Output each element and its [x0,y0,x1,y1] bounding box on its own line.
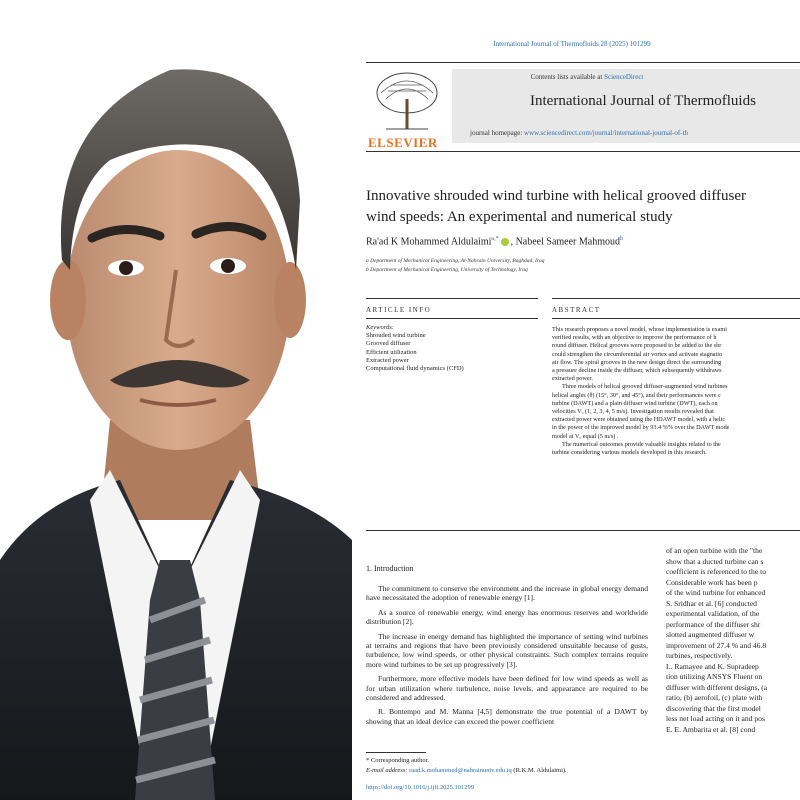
affiliation-b: b Department of Mechanical Engineering, University of Technology, Iraq [366,267,528,273]
body-paragraph: As a source of renewable energy, wind energy has enormous reserves and worldwide distribution [2]. [366,607,648,627]
abstract-line: air flow. The spiral grooves in the new design direct the surrounding [552,358,722,366]
abstract-line: This research proposes a novel model, whose implementation is exami [552,326,727,333]
title-line-1: Innovative shrouded wind turbine with helical grooved diffuser [366,188,747,204]
homepage-link[interactable]: www.sciencedirect.com/journal/international-journal-of-th [524,129,689,137]
keyword: Extracted power [366,356,409,364]
body-paragraph: Furthermore, more effective models have been defined for low wind speeds as well as for urban utilization where turbulence, noise levels, and appearance are required to be considered and addressed. [366,674,648,703]
abstract-line: extracted power. [552,375,593,383]
journal-info-band [452,69,800,143]
portrait-photo [0,0,352,800]
body-line: ratio, (b) aerofoil, (c) plate with [666,693,763,702]
abstract-line: could strengthen the circumferential air vortex and activate stagnatio [552,350,723,358]
body-column-left [366,584,648,731]
divider [366,298,538,299]
email-tail: (R.K.M. Aldulaimi). [511,767,567,774]
doi-link[interactable]: https://doi.org/10.1016/j.ijft.2025.101299 [366,784,475,791]
divider [552,318,800,319]
elsevier-tree-logo [366,69,448,150]
keyword: Grooved diffuser [366,340,411,348]
email-link[interactable]: raad.k.mohammed@nahrainuniv.edu.iq [409,767,512,774]
abstract-line: Three models of helical grooved diffuser-augmented wind turbines [562,383,728,391]
orcid-icon[interactable] [501,238,509,246]
keywords-label: Keywords: [366,324,394,331]
body-line: S. Sridhar et al. [6] conducted [666,598,757,608]
portrait-illustration [0,0,352,800]
body-line: less net load acting on it and pos [666,714,765,723]
journal-header [366,62,800,152]
sciencedirect-link[interactable]: ScienceDirect [604,73,644,81]
footnote-rule [366,752,426,753]
author-list: Ra'ad K Mohammed Aldulaimi$^{a,*}$ , Nabeel Sameer Mahmoud$^b$ [366,236,623,248]
abstract-line: extracted power were obtained using the HDAWT model, with a helic [552,416,726,424]
abstract-line: The numerical outcomes provide valuable insights related to the [562,440,721,448]
body-line: L. Ramayee and K. Supradeep [666,661,759,671]
abstract-line: model at Vₒ equal (5 m/s) . [552,432,619,440]
author-1-affil[interactable]: a,* [491,236,499,242]
abstract-line: a pressure decline inside the diffuser, which subsequently withdraws [552,367,722,375]
divider [552,298,800,299]
body-line: of an open turbine with the "the [666,546,763,555]
introduction-heading: 1. Introduction [366,564,414,573]
body-line: turbines, respectively. [666,651,733,660]
author-1[interactable]: Ra'ad K Mohammed Aldulaimi [366,236,492,248]
keyword: Efficient utilization [366,348,417,356]
body-line: Considerable work has been p [666,577,758,587]
homepage-line [470,129,688,137]
abstract-line: round diffuser. Helical grooves were proposed to be added to the shr [552,342,722,350]
divider [366,530,800,531]
abstract-line: verified results, with an objective to improve the performance of h [552,334,717,342]
abstract-line: helical angles (θ) (15°, 30°, and 45°), and their performances were c [552,391,721,399]
body-line: improvement of 27.4 % and 46.8 [666,640,767,650]
body-line: diffuser with different designs, (a [666,682,768,692]
title-line-2: wind speeds: An experimental and numerical study [366,209,673,225]
body-line: tion utilizing ANSYS Fluent on [666,672,763,681]
keyword: Shrouded wind turbine [366,332,426,340]
divider [366,318,538,319]
article-info-heading: ARTICLE INFO [366,306,432,314]
body-line: E. E. Ambarita et al. [8] cond [666,724,756,734]
author-2-affil[interactable]: b [620,236,623,242]
footnote-corresponding: * Corresponding author. [366,757,430,764]
abstract-line: turbine (DAWT) and a plain diffuser wind turbine (DWT), each on [552,399,718,407]
affiliation-a: a Department of Mechanical Engineering, Al-Nahrain University, Baghdad, Iraq [366,258,545,264]
body-paragraph: The increase in energy demand has highlighted the importance of setting wind turbines at terrains and regions that have been previously considered unsuitable because of gusts, turbulence, low wind speeds, or other physical constraints. Such complex terrains require more wind turbines to be set up progressively [3]. [366,631,648,669]
publisher-wordmark: ELSEVIER [368,135,438,150]
body-line: slotted augmented diffuser w [666,630,755,639]
keywords-block [366,324,464,373]
body-line: discovering that the first model [666,703,761,713]
abstract-line: turbine considering various models developed in this research. [552,449,707,457]
body-column-right [666,546,800,735]
journal-name: International Journal of Thermofluids [530,93,756,109]
abstract-text [552,326,800,457]
article-title [366,186,800,228]
contents-prefix: Contents lists available at [530,73,605,81]
keyword: Computational fluid dynamics (CFD) [366,365,464,373]
body-paragraph: The commitment to conserve the environment and the increase in global energy demand have necessitated the adoption of renewable energy [1]. [366,584,648,603]
body-line: performance of the diffuser shr [666,619,761,629]
journal-citation[interactable]: International Journal of Thermofluids 28 (2025) 101299 [493,40,651,48]
body-line: coefficient is referenced to the to [666,567,767,576]
author-2[interactable]: Nabeel Sameer Mahmoud [515,236,620,248]
body-line: experimental validation, of the [666,609,760,618]
email-label: E-mail address: [366,767,410,774]
body-line: of the wind turbine for enhanced [666,588,766,597]
homepage-prefix: journal homepage: [470,129,525,137]
contents-line [452,73,722,81]
footnote-email [366,767,567,774]
body-paragraph: R. Bontempo and M. Manna [4,5] demonstrate the true potential of a DAWT by showing that an ideal device can exceed the power coefficient [366,707,648,726]
abstract-line: velocities Vₒ (1, 2, 3, 4, 5 m/s). Investigation results revealed that [552,408,714,416]
abstract-heading: ABSTRACT [552,306,601,314]
body-line: show that a ducted turbine can s [666,556,764,566]
paper-page [352,0,800,800]
abstract-line: in the power of the improved model by 93.4 %% over the DAWT mode [552,424,730,432]
